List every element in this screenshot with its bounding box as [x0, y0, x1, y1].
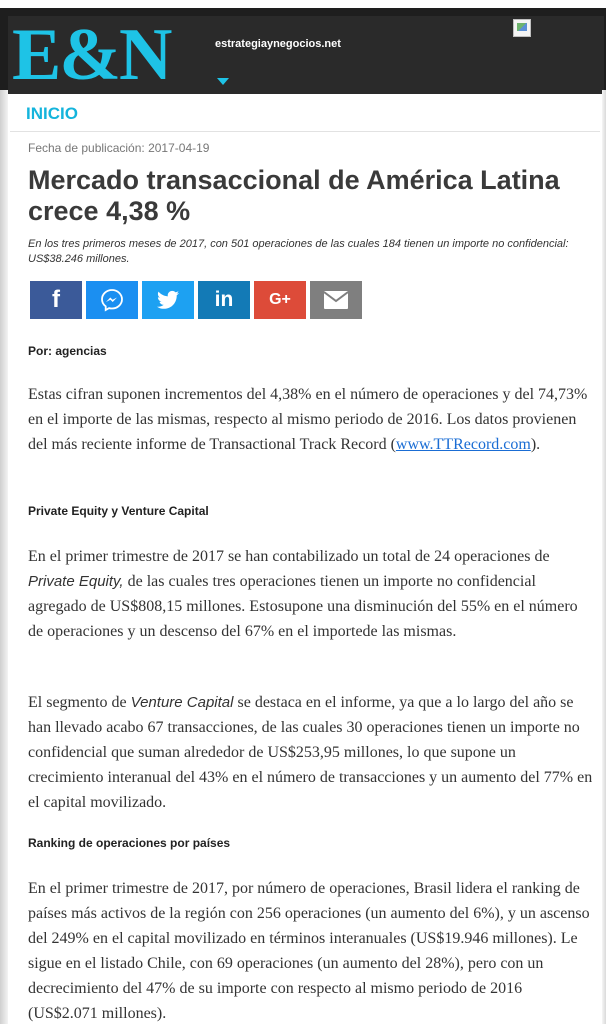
emphasis-text: Private Equity, — [28, 573, 124, 590]
linkedin-icon: in — [214, 288, 234, 311]
paragraph-text: ). — [530, 436, 541, 453]
paragraph-text: En el primer trimestre de 2017 se han contabilizado un total de 24 operaciones de — [28, 548, 550, 565]
facebook-share-button[interactable] — [30, 281, 82, 319]
section-heading: Private Equity y Venture Capital — [28, 504, 209, 518]
messenger-share-button[interactable] — [86, 281, 138, 319]
googleplus-share-button[interactable] — [254, 281, 306, 319]
site-logo[interactable]: E&N — [12, 14, 171, 96]
broken-image-icon — [513, 19, 531, 37]
section-heading: Ranking de operaciones por países — [28, 836, 231, 850]
left-shadow — [0, 90, 8, 1024]
site-url[interactable]: estrategiaynegocios.net — [215, 38, 341, 50]
byline: Por: agencias — [28, 344, 107, 358]
publication-date: Fecha de publicación: 2017-04-19 — [28, 141, 210, 155]
ttrecord-link[interactable]: www.TTRecord.com — [395, 436, 531, 453]
googleplus-icon: G+ — [269, 291, 291, 308]
paragraph-text: de las cuales tres operaciones tienen un importe no confidencial agregado de US$808,15 millones. Estosupone una disminución del 55% en el número de operaciones y un descenso del 67% en el importede las mismas. — [28, 573, 578, 640]
section-bar — [10, 90, 600, 132]
paragraph-text: El segmento de — [28, 694, 131, 711]
header-bar — [8, 16, 604, 94]
section-link-inicio[interactable]: INICIO — [26, 104, 78, 123]
paragraph-text: se destaca en el informe, ya que a lo largo del año se han llevado acabo 67 transacciones, de las cuales 30 operaciones tienen un importe no confidencial que suman alrededor de US$253,95 millones, lo que supone un crecimiento interanual del 43% en el número de transacciones y un aumento del 77% en el capital movilizado. — [28, 694, 593, 811]
article-container — [10, 90, 600, 1024]
email-icon — [324, 291, 348, 309]
messenger-icon — [100, 288, 124, 312]
article-paragraph: En el primer trimestre de 2017, por número de operaciones, Brasil lidera el ranking de países más activos de la región con 256 operaciones (un aumento del 6%), y un ascenso del 249% en el capital movilizado en términos interanuales (US$19.946 millones). Le sigue en el listado Chile, con 69 operaciones (un aumento del 28%), pero con un decrecimiento del 47% de su importe con respecto al mismo periodo de 2016 (US$2.071 millones). — [28, 880, 590, 1022]
share-buttons — [30, 281, 366, 319]
chevron-down-icon[interactable] — [217, 78, 229, 85]
right-shadow — [602, 90, 606, 1024]
article-paragraph — [28, 544, 594, 644]
facebook-icon: f — [52, 286, 60, 313]
article-title: Mercado transaccional de América Latina crece 4,38 % — [28, 165, 560, 226]
twitter-share-button[interactable] — [142, 281, 194, 319]
emphasis-text: Venture Capital — [130, 694, 234, 711]
article-paragraph — [28, 690, 594, 815]
paragraph-text: Estas cifran suponen incrementos del 4,38% en el número de operaciones y del 74,73% en el importe de las mismas, respecto al mismo periodo de 2016. Los datos provienen del más reciente informe de Transactional Track Record ( — [28, 386, 588, 453]
linkedin-share-button[interactable] — [198, 281, 250, 319]
email-share-button[interactable] — [310, 281, 362, 319]
article-paragraph — [28, 382, 594, 457]
article-subtitle: En los tres primeros meses de 2017, con 501 operaciones de las cuales 184 tienen un importe no confidencial: US$38.246 millones. — [28, 238, 569, 265]
site-header — [0, 0, 606, 96]
twitter-icon — [157, 290, 179, 310]
